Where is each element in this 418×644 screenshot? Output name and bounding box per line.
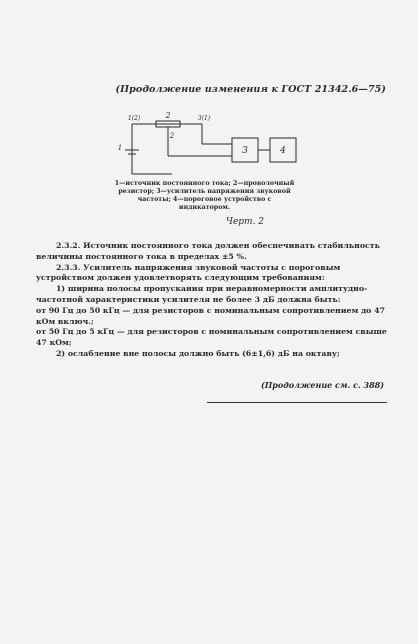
box-3-label: 3 <box>242 146 248 156</box>
paragraph-item-1: 1) ширина полосы пропускания при неравномерности амплитудно-частотной характеристики усилителя не более 3 дБ должна быть: <box>36 284 368 304</box>
label-left-mid: 1 <box>117 144 123 152</box>
paragraph-2-3-2: 2.3.2. Источник постоянного тока должен обеспечивать стабильность величины постоянного тока в пределах ±5 %. <box>36 241 380 261</box>
figure-caption: 1—источник постоянного тока; 2—проволочный резистор; 3—усилитель напряжения звуковой частоты; 4—пороговое устройство с индикатором. <box>114 180 295 211</box>
paragraph-2-3-3: 2.3.3. Усилитель напряжения звуковой частоты с пороговым устройством должен удовлетворять следующим требованиям: <box>36 262 341 283</box>
figure-label: Черт. 2 <box>226 217 265 227</box>
label-left-top: 1(2) <box>127 115 141 122</box>
continuation-note: (Продолжение см. с. 388) <box>260 380 384 390</box>
divider-rule <box>207 402 387 403</box>
page-header: (Продолжение изменения к ГОСТ 21342.6—75) <box>115 84 386 95</box>
box-4-label: 4 <box>280 146 286 156</box>
label-right-top: 3(1) <box>197 115 211 122</box>
circuit-diagram <box>112 110 312 180</box>
label-wiper: 2 <box>169 132 175 140</box>
paragraph-range-1: от 90 Гц до 50 кГц — для резисторов с номинальным сопротивлением до 47 кОм включ.; <box>36 305 385 326</box>
paragraph-range-2: от 50 Гц до 5 кГц — для резисторов с номинальным сопротивлением свыше 47 кОм; <box>36 327 387 348</box>
body-text <box>36 241 388 360</box>
label-top: 2 <box>165 111 171 120</box>
paragraph-item-2: 2) ослабление вне полосы должно быть (6±1,6) дБ на октаву; <box>56 348 340 358</box>
